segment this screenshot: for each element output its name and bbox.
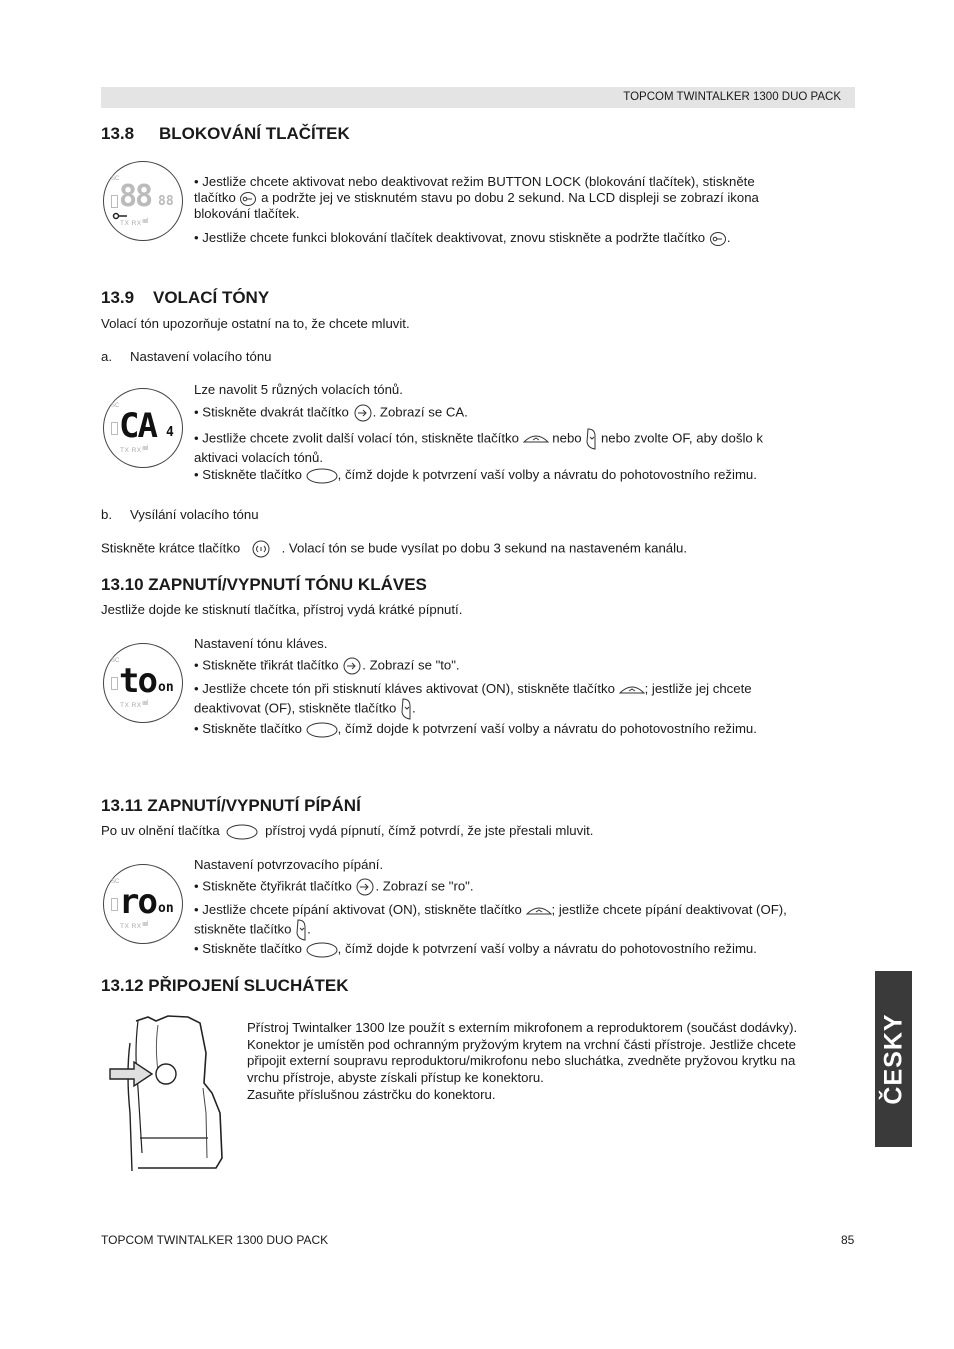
text: • Stiskněte dvakrát tlačítko (194, 404, 349, 420)
text: Vysílání volacího tónu (130, 507, 259, 522)
text: ; jestliže chcete pípání deaktivovat (OF), (551, 902, 787, 917)
s1310-intro: Jestliže dojde ke stisknutí tlačítka, přístroj vydá krátké pípnutí. (101, 602, 463, 617)
menu-button-icon (342, 657, 362, 675)
heading-13-11: 13.11 ZAPNUTÍ/VYPNUTÍ PÍPÁNÍ (101, 796, 361, 815)
down-button-icon (400, 698, 412, 720)
lcd-txrx-label: TX RX (120, 923, 142, 930)
lcd-txrx-label: TX RX (120, 447, 142, 454)
battery-icon (111, 898, 118, 911)
text: . Zobrazí se "to". (362, 657, 460, 673)
s1312-p5: Zasuňte příslušnou zástrčku do konektoru. (247, 1087, 496, 1102)
lcd-txrx-label: TX RX (120, 702, 142, 709)
heading-13-10: 13.10 ZAPNUTÍ/VYPNUTÍ TÓNU KLÁVES (101, 575, 427, 594)
s139-send (101, 540, 687, 558)
lcd-sc-label: SC (111, 403, 120, 409)
text: a. (101, 349, 112, 364)
lcd-txrx-label: TX RX (120, 220, 142, 227)
call-button-icon (250, 540, 272, 558)
s1311-l1: Nastavení potvrzovacího pípání. (194, 857, 384, 872)
s1310-l4 (194, 721, 757, 738)
text: přístroj vydá pípnutí, čímž potvrdí, že jste přestali mluvit. (265, 823, 594, 838)
text: • Stiskněte třikrát tlačítko (194, 657, 339, 673)
s139-sub-b (101, 507, 259, 524)
lcd-sc-label: SC (111, 658, 120, 664)
ptt-button-icon (306, 942, 338, 958)
text: nebo zvolte OF, aby došlo k (600, 430, 763, 446)
s1310-l1: Nastavení tónu kláves. (194, 636, 328, 651)
down-button-icon (295, 919, 307, 941)
s1310-l2 (194, 657, 460, 675)
ptt-button-icon (226, 824, 258, 840)
signal-bars: ıııııl (142, 218, 148, 225)
text: tlačítko (194, 190, 236, 205)
lcd-ca-illustration (103, 388, 183, 468)
page-number: 85 (841, 1233, 855, 1247)
menu-button-icon (353, 404, 373, 422)
text: , čímž dojde k potvrzení vaší volby a návratu do pohotovostního režimu. (337, 941, 757, 956)
s138-b1d: blokování tlačítek. (194, 206, 300, 221)
lock-key-button-icon (239, 191, 257, 207)
lcd-digits: 88 (119, 179, 152, 214)
s139-l2 (194, 404, 468, 422)
footer-title: TOPCOM TWINTALKER 1300 DUO PACK (101, 1233, 329, 1247)
text: . (307, 920, 311, 936)
text: . (411, 699, 416, 715)
s139-intro: Volací tón upozorňuje ostatní na to, že chcete mluvit. (101, 316, 410, 331)
signal-bars: ıııııl (142, 700, 148, 707)
lcd-small-digits: 88 (158, 194, 174, 209)
s1310-l3 (194, 681, 844, 720)
text: Po uv olnění tlačítka (101, 823, 220, 838)
s139-l3 (194, 428, 844, 467)
text: . Zobrazí se CA. (372, 404, 468, 420)
s138-b1a: • Jestliže chcete aktivovat nebo deaktivovat režim BUTTON LOCK (blokování tlačítek), stiskněte (194, 174, 755, 189)
text: . Zobrazí se "ro". (375, 878, 474, 894)
s1311-intro (101, 823, 593, 840)
text: • Stiskněte čtyřikrát tlačítko (194, 878, 352, 894)
heading-text: BLOKOVÁNÍ TLAČÍTEK (159, 124, 350, 143)
text: Nastavení volacího tónu (130, 349, 272, 364)
menu-button-icon (355, 878, 375, 896)
up-button-icon (523, 432, 549, 446)
text: a podržte jej ve stisknutém stavu po dobu 2 sekund. Na LCD displeji se zobrazí ikona (261, 190, 759, 205)
text: aktivaci volacích tónů. (194, 450, 324, 465)
text: , čímž dojde k potvrzení vaší volby a návratu do pohotovostního režimu. (337, 721, 757, 736)
heading-13-8 (101, 124, 350, 144)
text: • Stiskněte tlačítko (194, 467, 302, 482)
lcd-ro-illustration (103, 864, 183, 944)
radio-connector-illustration (108, 1013, 233, 1171)
header-bar (101, 87, 855, 108)
text: nebo (552, 430, 582, 446)
text: Stiskněte krátce tlačítko (101, 540, 241, 556)
text: • Stiskněte tlačítko (194, 941, 302, 956)
lcd-digits: CA (119, 406, 156, 446)
down-button-icon (585, 428, 597, 450)
heading-text: VOLACÍ TÓNY (153, 288, 270, 307)
lcd-lock-illustration (103, 161, 183, 241)
battery-icon (111, 677, 118, 690)
lcd-sc-label: SC (111, 176, 120, 182)
lcd-digits: ro (119, 882, 156, 922)
battery-icon (111, 195, 118, 208)
language-tab-label: ČESKY (879, 1013, 907, 1105)
s138-b1 (194, 190, 759, 207)
s1312-p4: vrchu přístroje, abyste získali přístup ke konektoru. (247, 1070, 544, 1085)
up-button-icon (526, 904, 552, 918)
text: • Jestliže chcete pípání aktivovat (ON), stiskněte tlačítko (194, 902, 522, 917)
text: • Stiskněte tlačítko (194, 721, 302, 736)
ptt-button-icon (306, 722, 338, 738)
text: • Jestliže chcete tón při stisknutí kláves aktivovat (ON), stiskněte tlačítko (194, 681, 615, 696)
s1312-p3: připojit externí soupravu reproduktoru/mikrofonu nebo sluchátka, zvedněte pryžovou krytku na (247, 1053, 796, 1068)
text: . (726, 230, 731, 245)
text: • Jestliže chcete funkci blokování tlačítek deaktivovat, znovu stiskněte a podržte tlačítko (194, 230, 706, 245)
lcd-small-digits: on (158, 901, 174, 916)
lcd-small-digits: on (158, 680, 174, 695)
s139-l4 (194, 467, 757, 484)
s139-l1: Lze navolit 5 různých volacích tónů. (194, 382, 403, 397)
up-button-icon (619, 683, 645, 697)
signal-bars: ıııııl (142, 921, 148, 928)
text: • Jestliže chcete zvolit další volací tón, stiskněte tlačítko (194, 430, 519, 446)
header-title: TOPCOM TWINTALKER 1300 DUO PACK (623, 91, 841, 103)
text: , čímž dojde k potvrzení vaší volby a návratu do pohotovostního režimu. (337, 467, 757, 482)
text: stiskněte tlačítko (194, 920, 292, 936)
battery-icon (111, 422, 118, 435)
s138-b2 (194, 230, 730, 247)
text: deaktivovat (OF), stiskněte tlačítko (194, 699, 397, 715)
language-tab (875, 971, 912, 1147)
s1311-l3 (194, 902, 854, 941)
s139-sub-a (101, 349, 272, 366)
lock-key-button-icon (709, 231, 727, 247)
s1312-p1: Přístroj Twintalker 1300 lze použít s externím mikrofonem a reproduktorem (součást dodávky). (247, 1020, 798, 1035)
heading-13-9 (101, 288, 269, 308)
lcd-sc-label: SC (111, 879, 120, 885)
s1312-p2: Konektor je umístěn pod ochranným pryžovým krytem na vrchní části přístroje. Jestliže chcete (247, 1037, 796, 1052)
text: . Volací tón se bude vysílat po dobu 3 sekund na nastaveném kanálu. (281, 540, 688, 556)
heading-number: 13.9 (101, 288, 135, 307)
text: ; jestliže jej chcete (644, 681, 752, 696)
key-lock-icon (112, 212, 128, 220)
text: b. (101, 507, 112, 522)
heading-number: 13.8 (101, 124, 135, 143)
heading-13-12: 13.12 PŘIPOJENÍ SLUCHÁTEK (101, 976, 349, 995)
s1311-l4 (194, 941, 757, 958)
signal-bars: ıııııl (142, 445, 148, 452)
lcd-small-digits: 4 (166, 425, 174, 440)
ptt-button-icon (306, 468, 338, 484)
s1311-l2 (194, 878, 474, 896)
lcd-to-illustration (103, 643, 183, 723)
lcd-digits: to (119, 661, 156, 701)
